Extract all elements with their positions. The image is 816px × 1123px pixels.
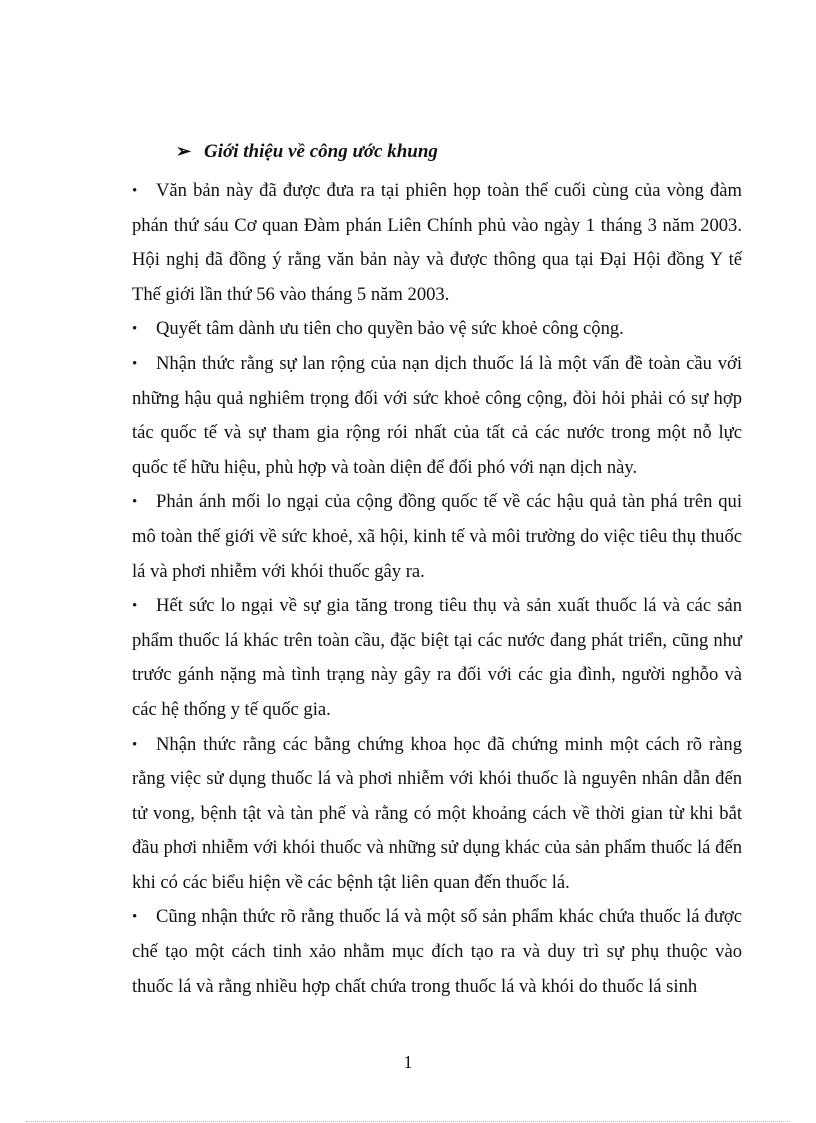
paragraph-text: Văn bản này đã được đưa ra tại phiên họp toàn thể cuối cùng của vòng đàm phán thứ sáu Cơ quan Đàm phán Liên Chính phủ vào ngày 1 tháng 3 năm 2003. Hội nghị đã đồng ý rằng văn bản này và được thông qua tại Đại Hội đồng Y tế Thế giới lần thứ 56 vào tháng 5 năm 2003. [132,180,742,305]
paragraph-text: Hết sức lo ngại về sự gia tăng trong tiêu thụ và sản xuất thuốc lá và các sản phẩm thuốc lá khác trên toàn cầu, đặc biệt tại các nước đang phát triển, cũng như trước gánh nặng mà tình trạng này gây ra đối với các gia đình, người nghỗo và các hệ thống y tế quốc gia. [132,595,742,720]
page-bottom-divider [26,1121,790,1122]
paragraph-text: Phản ánh mối lo ngại của cộng đồng quốc tế về các hậu quả tàn phá trên qui mô toàn thế giới về sức khoẻ, xã hội, kinh tế và môi trường do việc tiêu thụ thuốc lá và phơi nhiễm với khói thuốc gây ra. [132,491,742,582]
paragraph-6 [132,728,742,901]
bullet-icon: • [132,736,138,753]
arrow-bullet-icon: ➢ [176,141,192,161]
bullet-icon: • [132,321,138,338]
body-text [132,174,742,1004]
paragraph-text: Quyết tâm dành ưu tiên cho quyền bảo vệ sức khoẻ công cộng. [156,318,624,340]
paragraph-5 [132,589,742,727]
paragraph-3 [132,347,742,485]
paragraph-text: Nhận thức rằng các bằng chứng khoa học đã chứng minh một cách rõ ràng rằng việc sử dụng thuốc lá và phơi nhiễm với khói thuốc là nguyên nhân dẫn đến tử vong, bệnh tật và tàn phế và rằng có một khoảng cách về thời gian từ khi bắt đầu phơi nhiễm với khói thuốc và những sử dụng khác của sản phẩm thuốc lá đến khi có các biểu hiện về các bệnh tật liên quan đến thuốc lá. [132,733,742,893]
bullet-icon: • [132,598,138,615]
page-number: 1 [403,1052,413,1072]
paragraph-2 [132,312,742,347]
bullet-icon: • [132,909,138,926]
bullet-icon: • [132,183,138,199]
paragraph-1 [132,174,742,312]
section-heading [176,141,438,163]
paragraph-text: Cũng nhận thức rõ rằng thuốc lá và một số sản phẩm khác chứa thuốc lá được chế tạo một cách tinh xảo nhằm mục đích tạo ra và duy trì sự phụ thuộc vào thuốc lá và rằng nhiều hợp chất chứa trong thuốc lá và khói do thuốc lá sinh [132,906,742,997]
section-heading-text: Giới thiệu về công ước khung [204,141,438,162]
bullet-icon: • [132,494,138,511]
bullet-icon: • [132,355,138,372]
paragraph-text: Nhận thức rằng sự lan rộng của nạn dịch thuốc lá là một vấn đề toàn cầu với những hậu quả nghiêm trọng đối với sức khoẻ công cộng, đòi hỏi phải có sự hợp tác quốc tế và sự tham gia rộng rói nhất của tất cả các nước trong một nỗ lực quốc tế hữu hiệu, phù hợp và toàn diện để đối phó với nạn dịch này. [132,352,742,478]
paragraph-7 [132,900,742,1004]
paragraph-4 [132,485,742,589]
